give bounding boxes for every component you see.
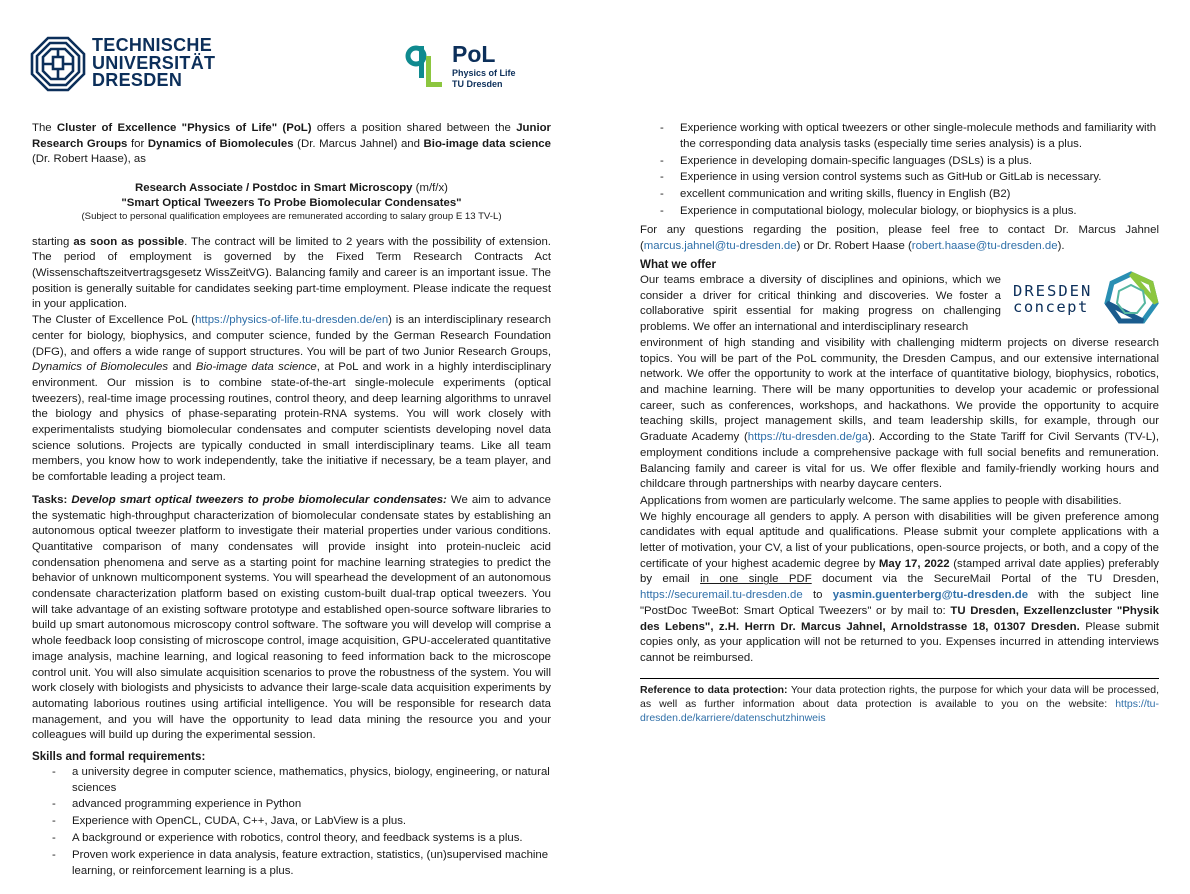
graduate-academy-link[interactable]: https://tu-dresden.de/ga	[747, 431, 869, 444]
dresden-concept-emblem-icon	[1103, 271, 1159, 327]
start-paragraph: starting as soon as possible. The contract will be limited to 2 years with the possibility of extension. The period of employment is governed by the Fixed Term Research Contracts Act (Wissenschaftszeitvertragsgesetz WissZeitVG). Balancing family and career is an important issue. The position is generally suitable for candidates seeking part-time employment. Please indicate the request in your application.	[32, 235, 551, 311]
skill-item: - advanced programming experience in Python	[52, 797, 551, 813]
intro-paragraph: The Cluster of Excellence "Physics of Life" (PoL) offers a position shared between the Junior Research Groups for Dynamics of Biomolecules (Dr. Marcus Jahnel) and Bio-image data science (Dr. Robert Haase), as	[32, 122, 551, 166]
job-title: Research Associate / Postdoc in Smart Microscopy	[135, 182, 413, 195]
skills-heading: Skills and formal requirements:	[32, 750, 206, 764]
pol-title: PoL	[452, 41, 496, 67]
tasks-paragraph: Tasks: Develop smart optical tweezers to probe biomolecular condensates: We aim to advance the systematic high-throughput characterization of biomolecular condensate states by establishing an autonomous optical tweezer platform to investigate their material properties under various conditions. Quantitative comparison of many condensates will provide insight into protein-nucleic acid condensation phenomena and serve as a starting point for machine learning strategies to predict the behavior of unknown multicomponent systems. You will spearhead the development of an autonomous condensate characterization platform based on existing custom-built dual-trap optical tweezers. You will take advantage of an existing software prototype and established open-source software libraries to build up smart autonomous microscopy control software. The software you will develop will comprise a whole feedback loop consisting of microscope control, image acquisition, GPU-accelerated quantitative image analysis, machine learning, and logical reasoning to feed information back to the microscope control unit. You will also simulate acquisition scenarios to prove the robustness of the system. You will work closely with biologists and physicists to advance their large-scale data acquisition experiments by automating laborious routines using artificial intelligence. You will be responsible for research data management, and you will have the opportunity to lead data mining the resource you and your colleagues will build up during the experimental session.	[32, 493, 551, 742]
application-email-link[interactable]: yasmin.guenterberg@tu-dresden.de	[832, 589, 1029, 602]
skill-item: - Experience in developing domain-specific languages (DSLs) is a plus.	[660, 154, 1159, 170]
right-column	[640, 121, 1159, 667]
skill-item: - Experience in using version control systems such as GitHub or GitLab is necessary.	[660, 170, 1159, 186]
about-paragraph: The Cluster of Excellence PoL (https://physics-of-life.tu-dresden.de/en) is an interdisciplinary research center for biology, biophysics, and computer science, funded by the German Research Foundation (DFG), and offers a wide range of support structures. You will be part of two Junior Research Groups, Dynamics of Biomolecules and Bio-image data science, at PoL and work in a highly interdisciplinary environment. Our mission is to combine state-of-the-art single-molecule experiments (optical tweezers), real-time image processing routines, control theory, and deep learning algorithms to unravel the biology and physics of phase-separating protein-RNA systems. You will work closely with experimentalists studying biomolecular condensates and computer scientists developing novel data science solutions. Projects are typically conducted in small interdisciplinary teams. Like all team members, you know how to work independently, take the initiative if necessary, be a team player, and be comfortable leading a project team.	[32, 314, 552, 484]
skills-list-left	[52, 765, 551, 880]
privacy-divider	[640, 678, 1159, 679]
skill-item: - a university degree in computer science, mathematics, physics, biology, engineering, or natural sciences	[52, 765, 551, 796]
job-title-block: Research Associate / Postdoc in Smart Microscopy (m/f/x) "Smart Optical Tweezers To Probe Biomolecular Condensates" (Subject to personal qualification employees are remunerated according to salary group E 13 TV-L)	[32, 181, 551, 224]
email-jahnel-link[interactable]: marcus.jahnel@tu-dresden.de	[643, 239, 797, 252]
tud-line2: UNIVERSITÄT	[92, 52, 216, 73]
securemail-link[interactable]: https://securemail.tu-dresden.de	[640, 589, 803, 602]
women-paragraph: Applications from women are particularly welcome. The same applies to people with disabilities.	[640, 494, 1122, 507]
project-title: "Smart Optical Tweezers To Probe Biomolecular Condensates"	[121, 197, 462, 210]
dresden-concept-logo	[1009, 271, 1159, 331]
skill-item: - Proven work experience in data analysis, feature extraction, statistics, (un)supervised machine learning, or reinforcement learning is a plus.	[52, 848, 551, 879]
pol-sub1: Physics of Life	[452, 68, 516, 78]
tud-line3: DRESDEN	[92, 70, 183, 90]
apply-paragraph: We highly encourage all genders to apply. A person with disabilities will be given preference among candidates with equal aptitude and qualifications. Please submit your complete applications with a letter of motivation, your CV, a list of your publications, open-source projects, or both, and a copy of the certificate of your highest academic degree by May 17, 2022 (stamped arrival date applies) preferably by email in one single PDF document via the SecureMail Portal of the TU Dresden, https://securemail.tu-dresden.de to yasmin.guenterberg@tu-dresden.de with the subject line "PostDoc TweeBot: Smart Optical Tweezers" or by mail to: TU Dresden, Exzellenzcluster "Physik des Lebens", z.H. Herrn Dr. Marcus Jahnel, Arnoldstrasse 18, 01307 Dresden. Please submit copies only, as your application will not be returned to you. Expenses incurred in attending interviews cannot be reimbursed.	[640, 510, 1160, 664]
pol-sub2: TU Dresden	[452, 79, 503, 89]
skill-item: - Experience working with optical tweezers or other single-molecule methods and familiarity with the corresponding data analysis tasks (especially time series analysis) is a plus.	[660, 121, 1159, 152]
pol-logo	[404, 42, 534, 94]
contact-paragraph: For any questions regarding the position, please feel free to contact Dr. Marcus Jahnel (marcus.jahnel@tu-dresden.de) or Dr. Robert Haase (robert.haase@tu-dresden.de).	[640, 223, 1159, 252]
skill-item: - A background or experience with robotics, control theory, and feedback systems is a plus.	[52, 831, 551, 847]
skill-item: - Experience with OpenCL, CUDA, C++, Java, or LabView is a plus.	[52, 814, 551, 830]
skills-list-right	[660, 121, 1159, 220]
tud-logo	[30, 36, 220, 92]
offer-heading: What we offer	[640, 258, 717, 272]
offer-block	[640, 273, 1159, 493]
offer-paragraph-2: environment of high standing and visibility with challenging midterm projects on diverse research topics. You will be part of the PoL community, the Dresden Campus, and our extensive international network. We offer the opportunity to work at the interface of quantitative biology, biophysics, robotics, and machine learning. There will be many opportunities to develop your academic or professional career, such as conferences, workshops, and hackathons. We provide the opportunity to acquire teaching skills, project management skills, and team leadership skills, for example, through our Graduate Academy (https://tu-dresden.de/ga). According to the State Tariff for Civil Servants (TV-L), employment conditions include a comprehensive package with full social benefits and remuneration. Balancing family and career is vital for us. We offer flexible and family-friendly working hours and childcare through partnerships with nearby daycare centers.	[640, 336, 1160, 491]
left-column	[32, 121, 551, 881]
dresden-concept-line1: DRESDEN	[1013, 282, 1093, 301]
tud-line1: TECHNISCHE	[92, 35, 213, 55]
privacy-paragraph: Reference to data protection: Your data protection rights, the purpose for which your data will be processed, as well as further information about data protection is available to you on the website: https://tu-dresden.de/karriere/datenschutzhinweis	[640, 684, 1159, 724]
skill-item: - Experience in computational biology, molecular biology, or biophysics is a plus.	[660, 204, 1159, 220]
privacy-link[interactable]: https://tu-dresden.de/karriere/datenschutzhinweis	[640, 698, 1159, 724]
salary-note: (Subject to personal qualification employees are remunerated according to salary group E 13 TV-L)	[81, 211, 502, 223]
skill-item: - excellent communication and writing skills, fluency in English (B2)	[660, 187, 1159, 203]
privacy-block	[640, 683, 1159, 725]
tud-emblem-icon	[30, 36, 86, 92]
pol-emblem-icon	[404, 42, 446, 92]
dresden-concept-line2: concept	[1013, 298, 1089, 317]
pol-website-link[interactable]: https://physics-of-life.tu-dresden.de/en	[195, 314, 389, 327]
email-haase-link[interactable]: robert.haase@tu-dresden.de	[911, 239, 1058, 252]
offer-paragraph-1: Our teams embrace a diversity of disciplines and opinions, which we consider a driver for critical thinking and discoveries. We foster a collaborative spirit essential for making progress on challenging problems. We offer an international and interdisciplinary research	[640, 274, 1001, 334]
